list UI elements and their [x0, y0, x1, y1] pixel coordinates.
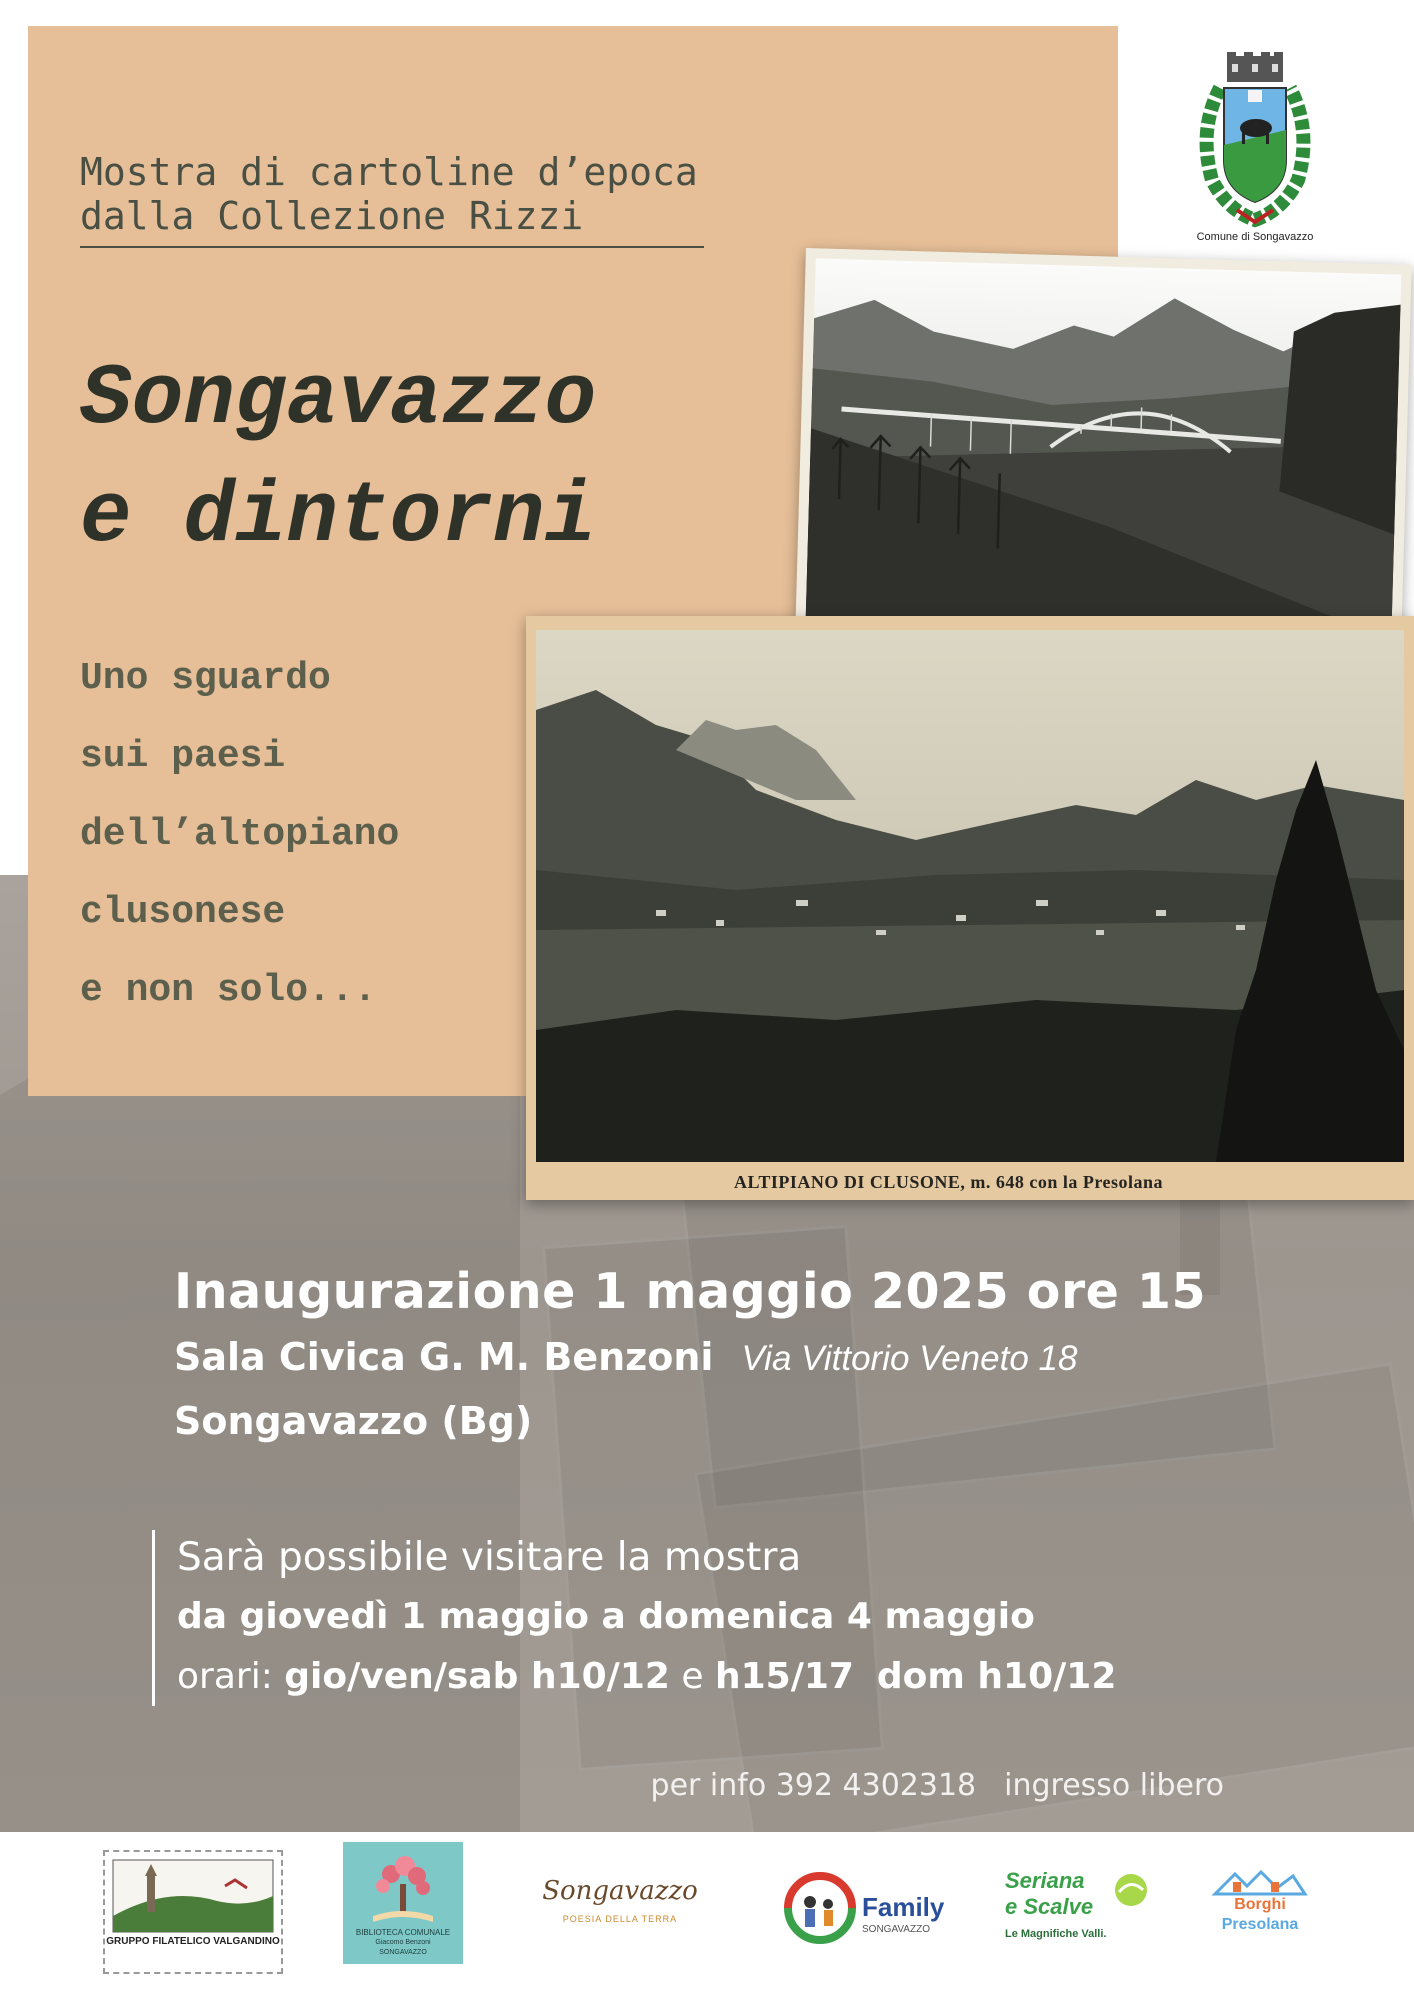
hours-sunday: dom h10/12 [876, 1656, 1117, 1697]
biblioteca-title: BIBLIOTECA COMUNALE [355, 1928, 451, 1937]
mountain-houses-icon [1205, 1866, 1315, 1896]
family-title: Family [862, 1892, 945, 1922]
exhibition-tagline [80, 640, 399, 1030]
postcard-caption-bottom: ALTIPIANO DI CLUSONE, m. 648 con la Presolana [734, 1172, 1164, 1192]
tagline-line: clusonese [80, 891, 286, 934]
tagline-line: sui paesi [80, 735, 286, 778]
family-sub: SONGAVAZZO [862, 1924, 930, 1935]
info-phone: per info 392 4302318 [650, 1768, 977, 1803]
tagline-line: dell’altopiano [80, 813, 400, 856]
seriana-sub: Le Magnifiche Valli. [1005, 1928, 1107, 1940]
borghi-presolana-logo [1205, 1866, 1315, 1956]
exhibition-subtitle [80, 150, 698, 238]
family-icon [780, 1868, 860, 1948]
hours-label: orari: [177, 1656, 273, 1697]
stamp-icon [107, 1856, 279, 1936]
venue-name: Sala Civica G. M. Benzoni [174, 1335, 714, 1379]
seriana-scalve-logo [1005, 1868, 1155, 1958]
filatelico-logo [103, 1850, 283, 1974]
exhibition-title [80, 340, 596, 576]
visit-hours [177, 1648, 1116, 1706]
info-entry: ingresso libero [1004, 1768, 1224, 1803]
biblioteca-logo [343, 1842, 463, 1964]
bridge-photo-image [805, 258, 1401, 640]
visit-info [152, 1530, 1116, 1706]
borghi-line2: Presolana [1221, 1916, 1299, 1933]
event-details [174, 1262, 1206, 1450]
visit-intro: Sarà possibile visitare la mostra [177, 1535, 802, 1580]
crest-label: Comune di Songavazzo [1196, 231, 1314, 243]
title-line-1: Songavazzo [80, 350, 597, 448]
seriana-swirl-icon [1113, 1872, 1149, 1908]
venue-address: Via Vittorio Veneto 18 [741, 1339, 1078, 1378]
plateau-photo-image [536, 630, 1404, 1162]
title-line-2: e dintorni [80, 468, 597, 566]
songavazzo-logo-title: Songavazzo [542, 1876, 698, 1906]
family-songavazzo-logo [780, 1868, 950, 1958]
contact-info [651, 1768, 1224, 1803]
hours-afternoon: h15/17 [715, 1656, 854, 1697]
songavazzo-logo-sub: POESIA DELLA TERRA [562, 1914, 678, 1924]
venue-line [174, 1328, 1206, 1388]
inauguration-text: Inaugurazione 1 maggio 2025 ore 15 [174, 1263, 1207, 1320]
visit-dates: da giovedì 1 maggio a domenica 4 maggio [177, 1596, 1035, 1637]
municipal-crest-icon [1182, 50, 1328, 246]
biblioteca-sub1: Giacomo Benzoni [375, 1939, 431, 1946]
hours-and: e [681, 1656, 704, 1697]
seriana-line2: e Scalve [1005, 1894, 1094, 1919]
tagline-line: Uno sguardo [80, 657, 331, 700]
subtitle-divider [80, 246, 704, 248]
borghi-line1: Borghi [1234, 1896, 1286, 1913]
subtitle-line-2: dalla Collezione Rizzi [80, 194, 584, 238]
tagline-line: e non solo... [80, 969, 377, 1012]
subtitle-line-1: Mostra di cartoline d’epoca [80, 150, 698, 194]
seriana-line1: Seriana [1005, 1868, 1085, 1893]
venue-town: Songavazzo (Bg) [174, 1399, 533, 1443]
songavazzo-poesia-logo [530, 1876, 710, 1946]
sponsor-footer [0, 1832, 1414, 2000]
hours-weekdays: gio/ven/sab h10/12 [284, 1656, 670, 1697]
filatelico-title: GRUPPO FILATELICO VALGANDINO [106, 1936, 280, 1947]
postcard-altipiano-clusone [526, 616, 1414, 1200]
biblioteca-sub2: SONGAVAZZO [379, 1949, 427, 1956]
tree-book-icon [343, 1844, 463, 1924]
